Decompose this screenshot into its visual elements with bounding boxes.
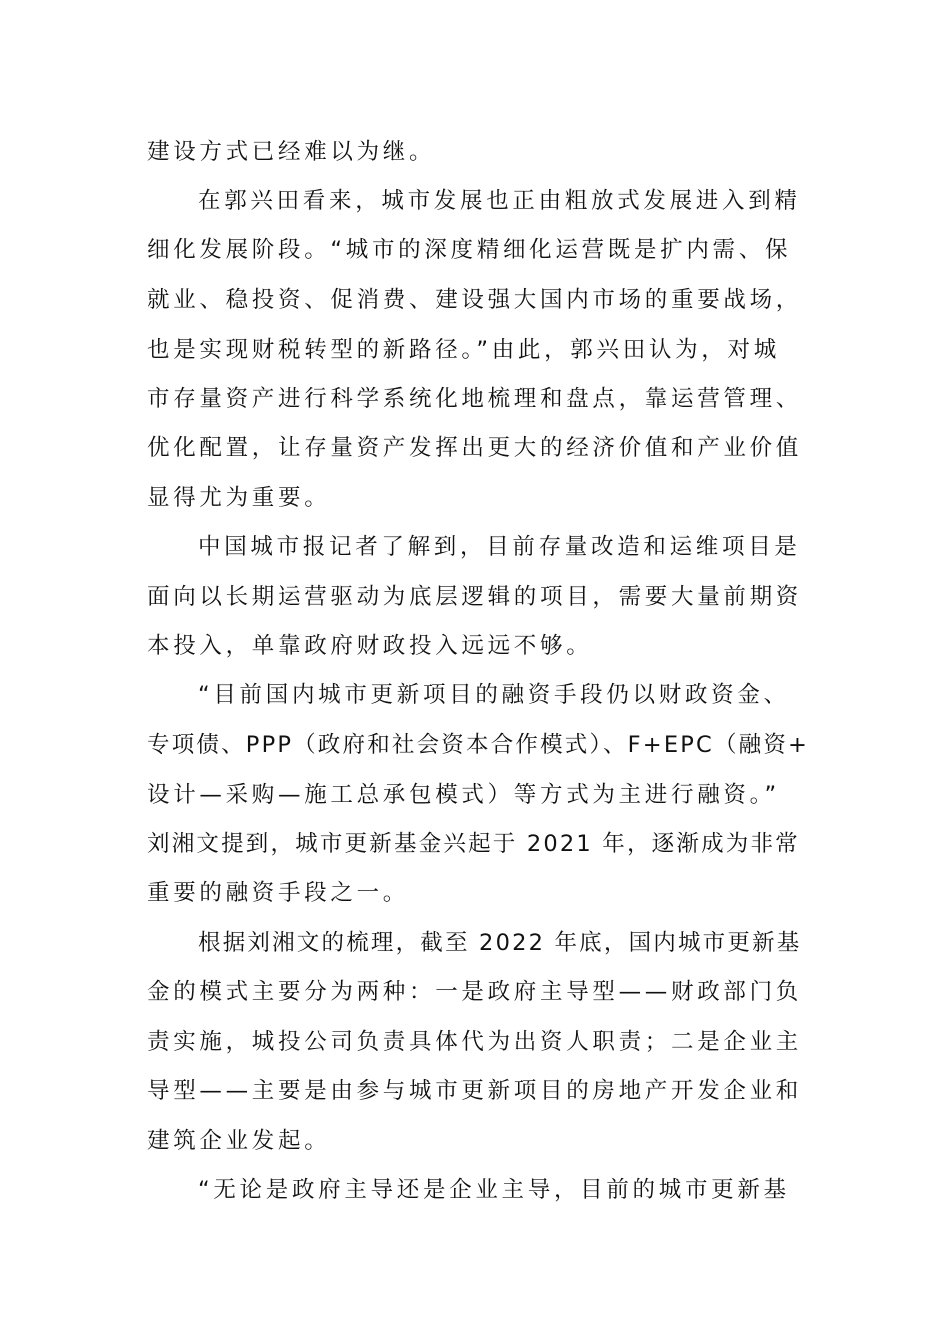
text-line: “无论是政府主导还是企业主导，目前的城市更新基 <box>198 1177 790 1203</box>
text-line: 设计—采购—施工总承包模式）等方式为主进行融资。” <box>147 782 780 808</box>
text-line: 建筑企业发起。 <box>147 1128 331 1154</box>
text-line: 细化发展阶段。“城市的深度精细化运营既是扩内需、保 <box>147 237 792 263</box>
text-line: 本投入，单靠政府财政投入远远不够。 <box>147 633 593 659</box>
text-line: 重要的融资手段之一。 <box>147 880 410 906</box>
text-line: 责实施，城投公司负责具体代为出资人职责；二是企业主 <box>147 1029 803 1055</box>
text-line: 就业、稳投资、促消费、建设强大国内市场的重要战场， <box>147 287 803 313</box>
text-line: 显得尤为重要。 <box>147 485 331 511</box>
text-line: 市存量资产进行科学系统化地梳理和盘点，靠运营管理、 <box>147 386 803 412</box>
text-line: 金的模式主要分为两种：一是政府主导型——财政部门负 <box>147 979 803 1005</box>
text-line: 专项债、PPP（政府和社会资本合作模式）、F+EPC（融资+ <box>147 732 810 758</box>
text-line: 建设方式已经难以为继。 <box>147 139 436 165</box>
text-line: 面向以长期运营驱动为底层逻辑的项目，需要大量前期资 <box>147 584 803 610</box>
text-line: 根据刘湘文的梳理，截至 2022 年底，国内城市更新基 <box>198 930 802 956</box>
text-line: “目前国内城市更新项目的融资手段仍以财政资金、 <box>198 682 790 708</box>
text-line: 导型——主要是由参与城市更新项目的房地产开发企业和 <box>147 1078 803 1104</box>
text-line: 刘湘文提到，城市更新基金兴起于 2021 年，逐渐成为非常 <box>147 831 800 857</box>
text-line: 在郭兴田看来，城市发展也正由粗放式发展进入到精 <box>198 188 801 214</box>
text-line: 也是实现财税转型的新路径。”由此，郭兴田认为，对城 <box>147 337 780 363</box>
text-line: 优化配置，让存量资产发挥出更大的经济价值和产业价值 <box>147 435 803 461</box>
text-line: 中国城市报记者了解到，目前存量改造和运维项目是 <box>198 534 801 560</box>
